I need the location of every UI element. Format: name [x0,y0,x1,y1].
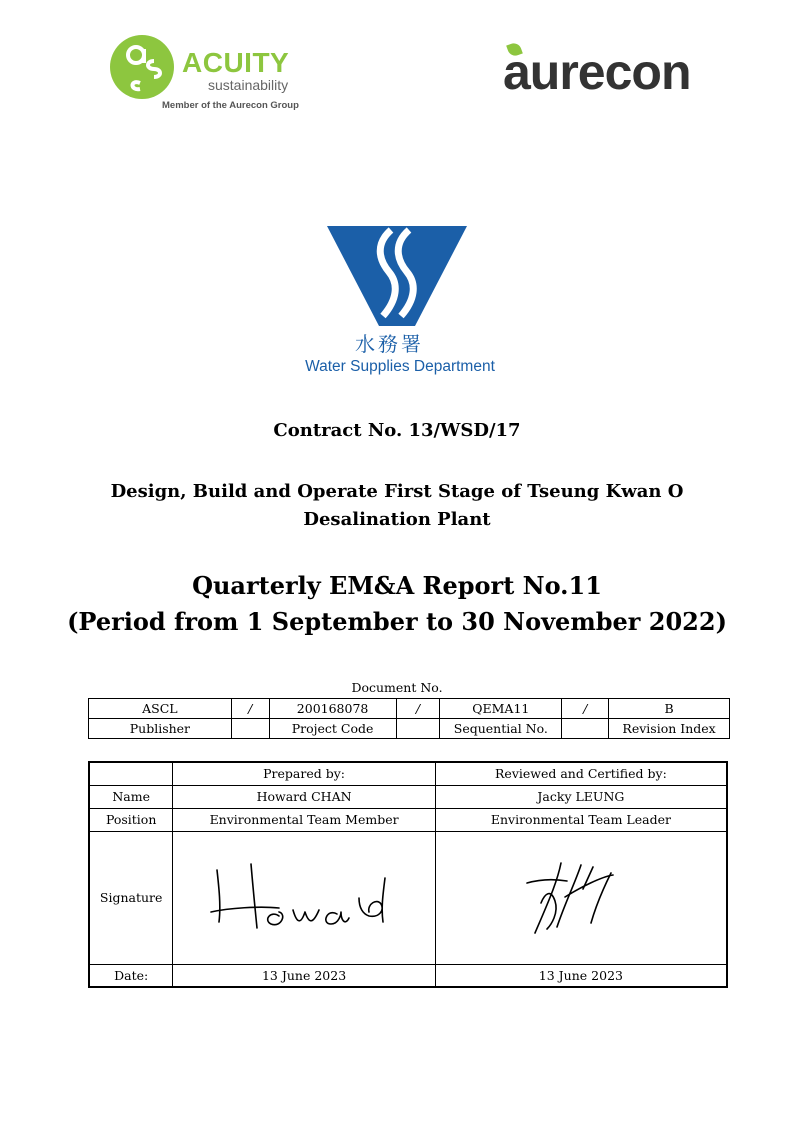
project-title-line1: Design, Build and Operate First Stage of Tseung Kwan O [110,481,684,502]
aurecon-logo [503,40,723,100]
separator: / [562,699,609,719]
project-code-header: Project Code [269,719,396,739]
acuity-emblem [110,35,174,99]
project-title [0,478,794,534]
name-row [89,785,727,808]
reviewed-by-header: Reviewed and Certified by: [435,762,727,785]
position-label: Position [89,808,173,831]
sequential-no-header: Sequential No. [440,719,562,739]
revision-index-value: B [609,699,730,719]
publisher-header: Publisher [89,719,232,739]
position-row [89,808,727,831]
reviewed-name: Jacky LEUNG [435,785,727,808]
empty-cell [231,719,269,739]
name-label: Name [89,785,173,808]
prepared-name: Howard CHAN [173,785,435,808]
empty-cell [396,719,440,739]
document-no-label: Document No. [351,680,443,695]
empty-cell [562,719,609,739]
acuity-subtitle: sustainability [208,77,289,93]
reviewed-position: Environmental Team Leader [435,808,727,831]
prepared-signature [173,831,435,964]
separator: / [396,699,440,719]
wsd-english-name: Water Supplies Department [305,358,495,375]
publisher-value: ASCL [89,699,232,719]
signature-label: Signature [89,831,173,964]
revision-index-header: Revision Index [609,719,730,739]
date-row [89,964,727,987]
signoff-header-row [89,762,727,785]
prepared-date: 13 June 2023 [173,964,435,987]
empty-cell [89,762,173,785]
reviewed-date: 13 June 2023 [435,964,727,987]
sequential-no-value: QEMA11 [440,699,562,719]
reviewed-signature [435,831,727,964]
acuity-name: ACUITY [182,47,290,78]
wsd-emblem-icon [327,226,467,326]
aurecon-wordmark: aurecon [503,44,691,100]
project-code-value: 200168078 [269,699,396,719]
report-title [0,568,794,640]
contract-number: Contract No. 13/WSD/17 [273,420,521,441]
document-no-headers-row [89,719,730,739]
handwritten-signature-icon [209,858,399,938]
signature-row [89,831,727,964]
acuity-logo [108,33,308,115]
acuity-member-text: Member of the Aurecon Group [162,100,299,111]
wsd-chinese-name: 水務署 [355,332,424,356]
document-no-table [88,698,730,739]
project-title-line2: Desalination Plant [303,509,491,530]
handwritten-signature-icon [521,853,641,943]
report-title-line2: (Period from 1 September to 30 November 2022) [67,607,727,636]
date-label: Date: [89,964,173,987]
signoff-table [88,761,728,988]
wsd-logo [285,226,515,386]
document-no-values-row [89,699,730,719]
prepared-by-header: Prepared by: [173,762,435,785]
separator: / [231,699,269,719]
report-title-line1: Quarterly EM&A Report No.11 [192,571,602,600]
prepared-position: Environmental Team Member [173,808,435,831]
